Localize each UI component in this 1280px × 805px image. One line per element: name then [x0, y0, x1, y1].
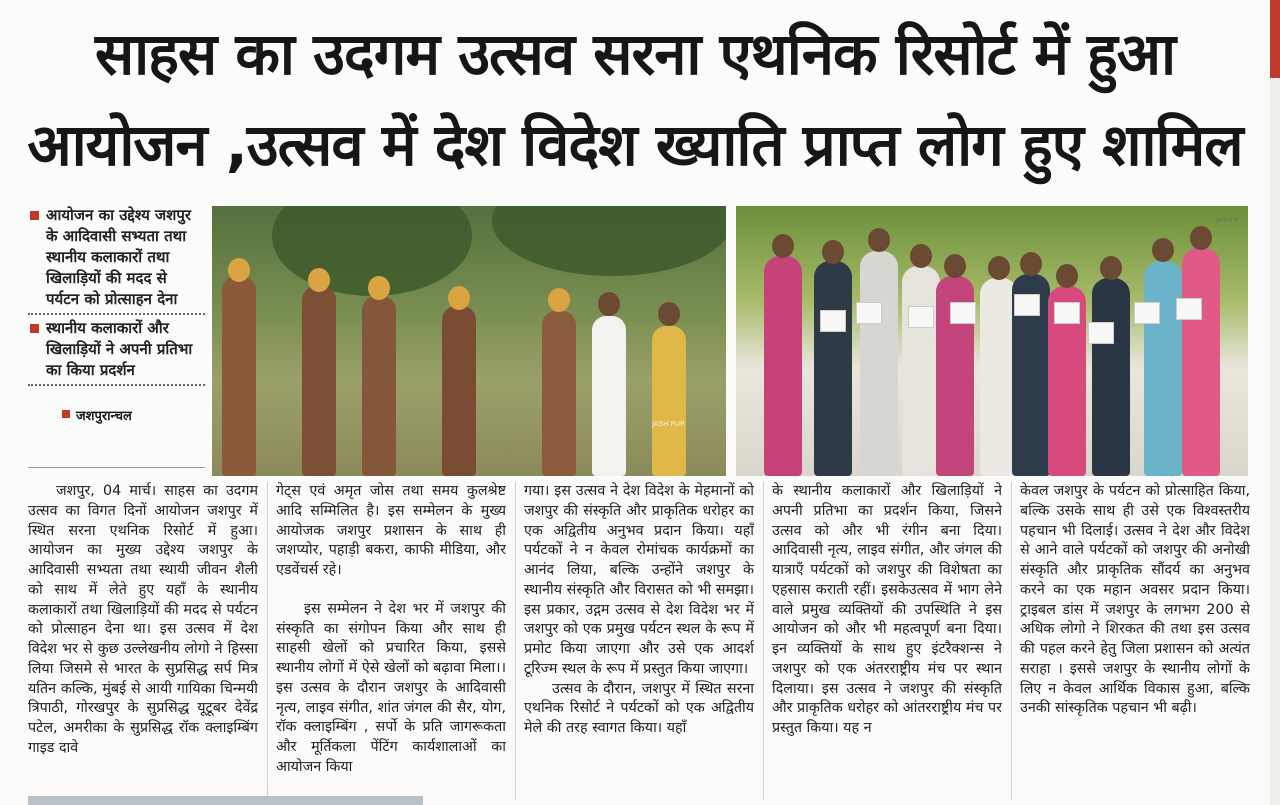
article-column-2 [276, 482, 506, 804]
red-bullet-icon [62, 410, 70, 418]
tribal-dance-photo [212, 206, 726, 476]
group-certificate-photo [736, 206, 1248, 476]
dotted-divider [28, 313, 205, 315]
dotted-divider [28, 384, 205, 386]
headline-line-1: साहस का उदगम उत्सव सरना एथनिक रिसोर्ट में हुआ [94, 20, 1176, 88]
photo-watermark: JASH P [1216, 216, 1239, 224]
byline-text: जशपुरान्चल [76, 409, 132, 424]
article-column-5 [1020, 482, 1250, 804]
highlight-item [28, 205, 205, 310]
article-paragraph: इस सम्मेलन ने देश भर में जशपुर की संस्कृति का संगोपन किया और साथ ही साहसी खेलों को प्रचारित किया, इससे स्थानीय लोगों में ऐसे खेलों को बढ़ावा मिला।। इस उत्सव के दौरान जशपुर के आदिवासी नृत्य, लाइव संगीत, शांत जंगल की सैर, योग, रॉक क्लाइम्बिंग , सर्पो के प्रति जागरूकता और मूर्तिकला पेंटिंग कार्यशालाओं का आयोजन किया [276, 600, 506, 775]
article-column-1 [28, 482, 258, 804]
highlight-text: आयोजन का उद्देश्य जशपुर के आदिवासी सभ्यता तथा स्थानीय कलाकारों तथा खिलाड़ियों की मदद से पर्यटन को प्रोत्साहन देना [46, 206, 191, 308]
red-edge-marker [1270, 0, 1280, 78]
article-column-3 [524, 482, 754, 804]
red-bullet-icon [30, 211, 39, 220]
column-divider [763, 482, 764, 800]
article-paragraph: जशपुर, 04 मार्च। साहस का उदगम उत्सव का विगत दिनों आयोजन जशपुर में स्थित सरना एथनिक रिसोर्ट में हुआ। आयोजन का मुख्य उद्देश्य जशपुर के आदिवासी सभ्यता तथा स्थायी जीवन शैली को साथ में लेते हुए यहाँ के स्थानीय कलाकारों तथा खिलाड़ियों की मदद से पर्यटन को प्रोत्साहन देना था। इस उत्सव में देश विदेश भर से कुछ उल्लेखनीय लोगो ने हिस्सा लिया जिसमे से भारत के सुप्रसिद्ध सर्प मित्र यतिन कल्कि, मुंबई से आयी गायिका चिन्मयी त्रिपाठी, गोरखपुर के सुप्रसिद्ध यूटूबर देवेंद्र पटेल, अमरीका के सुप्रसिद्ध रॉक क्लाइम्बिंग गाइड दावे [28, 483, 258, 756]
article-paragraph: के स्थानीय कलाकारों और खिलाड़ियों ने अपनी प्रतिभा का प्रदर्शन किया, जिसने उत्सव को और भी रंगीन बना दिया। आदिवासी नृत्य, लाइव संगीत, और जंगल की यात्राएँ पर्यटकों को जशपुर की विशेषता का एहसास कराती रहीं। इसकेउत्सव में भाग लेने वाले प्रमुख व्यक्तियों की उपस्थिति ने इस आयोजन को और भी महत्वपूर्ण बना दिया। इन व्यक्तियों के साथ हुए इंटरैक्शन्स ने जशपुर को एक अंतरराष्ट्रीय मंच पर स्थान दिलाया। इस उत्सव ने जशपुर की संस्कृति और प्राकृतिक धरोहर को आंतरराष्ट्रीय मंच पर प्रस्तुत किया। यह न [772, 483, 1002, 736]
highlight-item [28, 318, 205, 381]
headline-line-2: आयोजन ,उत्सव में देश विदेश ख्याति प्राप्त लोग हुए शामिल [27, 111, 1243, 179]
column-divider [515, 482, 516, 800]
column-divider [1011, 482, 1012, 800]
article-paragraph: केवल जशपुर के पर्यटन को प्रोत्साहित किया, बल्कि उसके साथ ही उसे एक विश्वस्तरीय पहचान भी दिलाई। उत्सव ने देश और विदेश से आने वाले पर्यटकों को जशपुर की अनोखी संस्कृति और प्राकृतिक सौंदर्य का अनुभव करने का एक महान अवसर प्रदान किया। ट्राइबल डांस में जशपुर के लगभग 200 से अधिक लोगो ने शिरकत की तथा इस उत्सव की पहल करने हेतु जिला प्रशासन को अत्यंत सराहा । इससे जशपुर के स्थानीय लोगों के लिए न केवल आर्थिक विकास हुआ, बल्कि उनकी सांस्कृतिक पहचान भी बढ़ी। [1020, 483, 1250, 717]
sidebar-highlights [28, 205, 205, 424]
article-column-4 [772, 482, 1002, 804]
next-article-photo-edge [28, 796, 423, 805]
red-bullet-icon [30, 324, 39, 333]
highlight-text: स्थानीय कलाकारों और खिलाड़ियों ने अपनी प्रतिभा का किया प्रदर्शन [46, 319, 193, 379]
article-paragraph: गेट्स एवं अमृत जोस तथा समय कुलश्रेष्ट आदि सम्मिलित है। इस सम्मेलन के मुख्य आयोजक जशपुर प्रशासन के साथ ही जशप्योर, पहाड़ी बकरा, काफी मीडिया, और एडवेंचर्स रहे। [276, 483, 506, 578]
byline [28, 406, 205, 424]
article-paragraph: गया। इस उत्सव ने देश विदेश के मेहमानों को जशपुर की संस्कृति और प्राकृतिक धरोहर का एक अद्वितीय अनुभव प्रदान किया। यहाँ पर्यटकों ने न केवल रोमांचक कार्यक्रमों का आनंद लिया, बल्कि उन्होंने जशपुर के स्थानीय संस्कृति और विरासत को भी समझा। इस प्रकार, उद्गम उत्सव से देश विदेश भर में जशपुर को एक प्रमुख पर्यटन स्थल के रूप में प्रमोट किया जाएगा और उसे एक आदर्श टूरिज्म स्थल के रूप में प्रस्तुत किया जाएगा। [524, 483, 754, 677]
photo-watermark: JASH PUR [652, 420, 685, 428]
column-divider [267, 482, 268, 800]
sidebar-bottom-rule [28, 467, 205, 468]
article-paragraph: उत्सव के दौरान, जशपुर में स्थित सरना एथनिक रिसोर्ट ने पर्यटकों को एक अद्वितीय मेले की तरह स्वागत किया। यहाँ [524, 680, 754, 736]
page-edge [1270, 78, 1280, 805]
